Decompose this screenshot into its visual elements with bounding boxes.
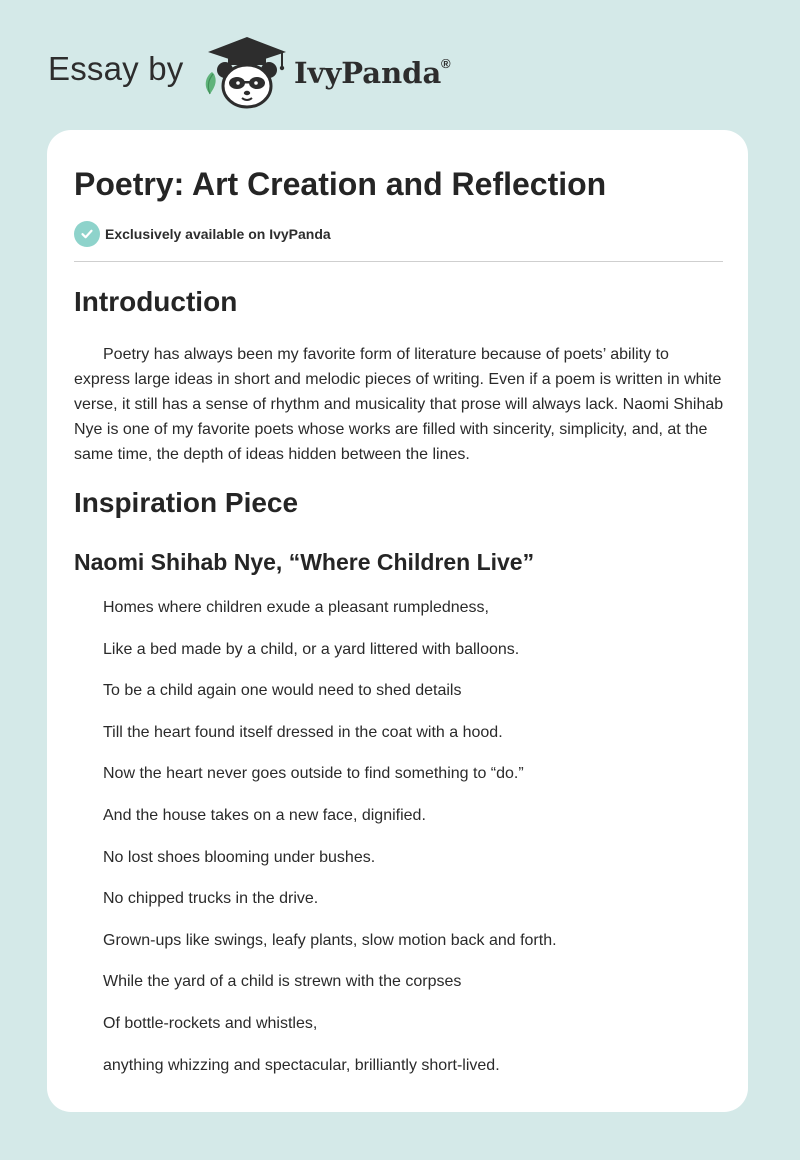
poem-line: anything whizzing and spectacular, brilliantly short-lived.	[103, 1056, 500, 1074]
poem-line: Homes where children exude a pleasant rumpledness,	[103, 599, 489, 616]
section-heading-inspiration: Inspiration Piece	[74, 487, 299, 518]
poem-line: No chipped trucks in the drive.	[103, 890, 319, 908]
poem-line: To be a child again one would need to shed details	[103, 682, 462, 700]
poem-line: Like a bed made by a child, or a yard littered with balloons.	[103, 640, 520, 658]
site-header	[0, 0, 800, 130]
divider	[74, 261, 723, 262]
poem-line: And the house takes on a new face, dignified.	[103, 806, 426, 824]
essay-card	[47, 130, 748, 1112]
section-heading-introduction: Introduction	[74, 286, 238, 317]
registered-mark: ®	[441, 56, 451, 71]
poem-line: No lost shoes blooming under bushes.	[103, 848, 376, 866]
poem-lines	[103, 598, 723, 1097]
poem-line: Now the heart never goes outside to find something to “do.”	[103, 765, 524, 783]
poem-line: Of bottle-rockets and whistles,	[103, 1014, 318, 1032]
poem-line: Grown-ups like swings, leafy plants, slow motion back and forth.	[103, 931, 557, 949]
leaf-icon	[206, 72, 216, 94]
exclusive-badge	[74, 221, 331, 247]
page-title: Poetry: Art Creation and Reflection	[74, 166, 607, 202]
intro-paragraph: Poetry has always been my favorite form of literature because of poets’ ability to express large ideas in short and melodic pieces of writing. Even if a poem is written in white verse, it still has a sense of rhythm and musicality that prose will always lack. Naomi Shihab Nye is one of my favorite poets whose works are filled with sincerity, simplicity, and, at the same time, the depth of ideas hidden between the lines.	[74, 346, 724, 463]
poem-line: Till the heart found itself dressed in the coat with a hood.	[103, 723, 503, 741]
brand-name[interactable]: IvyPanda	[294, 56, 442, 90]
poem-line: While the yard of a child is strewn with the corpses	[103, 973, 462, 991]
poem-heading: Naomi Shihab Nye, “Where Children Live”	[74, 549, 535, 575]
panda-logo-icon[interactable]	[200, 34, 294, 112]
badge-label: Exclusively available on IvyPanda	[105, 226, 331, 242]
check-circle-icon	[74, 221, 100, 247]
brand-prefix: Essay by	[48, 50, 184, 87]
